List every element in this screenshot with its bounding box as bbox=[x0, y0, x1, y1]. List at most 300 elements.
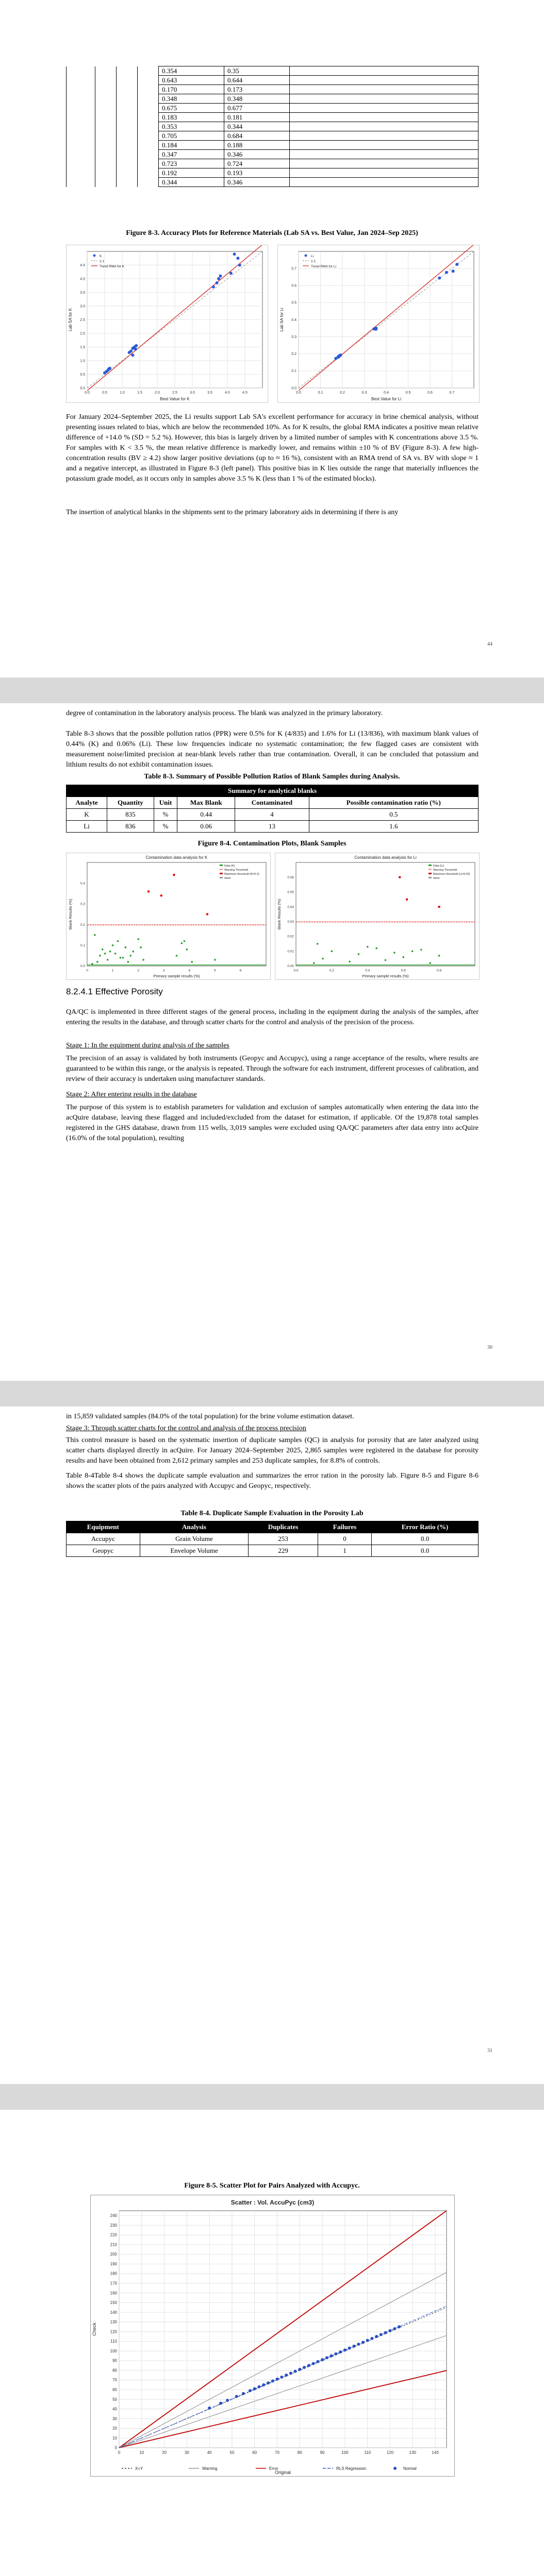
values-table bbox=[66, 66, 479, 187]
data-point bbox=[411, 950, 414, 952]
empty-cell bbox=[95, 113, 117, 122]
empty-cell bbox=[117, 66, 138, 76]
x-tick-label: 70 bbox=[275, 2450, 280, 2455]
table-cell: 229 bbox=[249, 1545, 318, 1557]
empty-cell bbox=[138, 94, 159, 104]
contaminated-point bbox=[406, 899, 408, 901]
legend-label: Warning Threshold bbox=[433, 869, 457, 872]
accuracy-chart-li bbox=[277, 245, 480, 403]
data-point bbox=[226, 2399, 229, 2402]
empty-cell bbox=[67, 168, 95, 178]
data-point bbox=[120, 957, 122, 959]
pollution-table bbox=[66, 785, 479, 833]
data-point bbox=[112, 944, 114, 946]
data-point bbox=[129, 349, 133, 352]
empty-cell bbox=[117, 168, 138, 178]
y-tick-label: 4.0 bbox=[80, 277, 85, 281]
legend-label: Warning Threshold bbox=[224, 869, 249, 872]
x-axis-label: Best Value for Li bbox=[371, 397, 402, 401]
y-tick-label: 0.5 bbox=[291, 301, 296, 305]
y-tick-label: 60 bbox=[112, 2387, 117, 2393]
y-tick-label: 0.0 bbox=[80, 386, 85, 391]
ppr-paragraph: Table 8-3 shows that the possible pollution ratios (PPR) were 0.5% for K (4/835) and 1.6% for Li (13/836), with maximum blank values of 0.44% (K) and 0.06% (Li). These low frequencies indicate no systematic contamination; the few flagged cases are consistent with measurement noise/limited precision at near-blank levels rather than true contamination. Overall, it can be concluded that potassium and lithium results do not exhibit contamination issues. bbox=[66, 730, 479, 769]
x-tick-label: 1.0 bbox=[120, 391, 125, 395]
data-point bbox=[429, 962, 431, 964]
data-point bbox=[96, 961, 98, 963]
empty-cell bbox=[117, 104, 138, 113]
x-tick-label: 0.0 bbox=[85, 391, 90, 395]
empty-cell bbox=[117, 159, 138, 168]
empty-cell bbox=[67, 178, 95, 187]
legend-label: Data (K) bbox=[224, 865, 235, 868]
value-cell: 0.354 bbox=[159, 66, 224, 76]
column-header: Max Blank bbox=[177, 797, 235, 809]
data-point bbox=[366, 2339, 369, 2342]
table-cell: 0 bbox=[318, 1533, 372, 1545]
y-tick-label: 120 bbox=[110, 2329, 117, 2334]
empty-cell bbox=[138, 159, 159, 168]
data-point bbox=[322, 958, 324, 960]
column-header: Failures bbox=[318, 1521, 372, 1533]
table-group-header: Summary for analytical blanks bbox=[67, 785, 479, 797]
page-number: 44 bbox=[487, 641, 492, 647]
table-cell: 0.06 bbox=[177, 821, 235, 833]
table-ref-paragraph: Table 8-4Table 8-4 shows the duplicate sample evaluation and summarizes the error ration in the porosity lab. Figure 8-5 and Figure 8-6 shows the scatter plots of the pairs analyzed with Accupyc and Geopyc, respectively. bbox=[66, 1472, 479, 1490]
table-row bbox=[67, 94, 479, 104]
data-point bbox=[402, 956, 404, 958]
table-cell: 253 bbox=[249, 1533, 318, 1545]
legend-label: Li bbox=[311, 255, 314, 258]
empty-cell bbox=[138, 76, 159, 85]
data-point bbox=[108, 367, 111, 370]
contaminated-point bbox=[160, 894, 162, 896]
y-tick-label: 20 bbox=[112, 2426, 117, 2431]
contamination-paragraph: degree of contamination in the laboratory analysis process. The blank was analyzed in the primary laboratory. bbox=[66, 709, 383, 717]
x-tick-label: 0.3 bbox=[361, 391, 367, 395]
empty-cell bbox=[67, 104, 95, 113]
empty-cell bbox=[117, 150, 138, 159]
data-point bbox=[258, 2385, 261, 2388]
data-point bbox=[375, 947, 377, 950]
value-cell: 0.183 bbox=[159, 113, 224, 122]
value-cell: 0.724 bbox=[224, 159, 290, 168]
empty-cell bbox=[95, 159, 117, 168]
data-point bbox=[176, 955, 178, 957]
data-point bbox=[132, 951, 134, 953]
table-cell: 4 bbox=[235, 809, 309, 821]
x-tick-label: 3.5 bbox=[207, 391, 212, 395]
data-point bbox=[289, 2371, 292, 2375]
y-tick-label: 0.0 bbox=[291, 386, 296, 391]
stage2-text: The purpose of this system is to establish parameters for validation and exclusion of samples automatically when entering the data into the acQuire database, leaving these flagged and included/excluded from the dataset for estimation, if applicable. Of the 19,878 total samples registered in the GHS database, drawn from 115 wells, 3,019 samples were excluded using QA/QC parameters after data entry into acQuire (16.0% of the total population), resulting bbox=[66, 1104, 479, 1142]
table-cell: Grain Volume bbox=[140, 1533, 249, 1545]
value-cell: 0.347 bbox=[159, 150, 224, 159]
x-axis-label: Primary sample results (%) bbox=[153, 974, 200, 978]
y-tick-label: 0.3 bbox=[80, 902, 85, 906]
y-tick-label: 90 bbox=[112, 2358, 117, 2363]
table-row bbox=[67, 821, 479, 833]
value-cell: 0.192 bbox=[159, 168, 224, 178]
data-point bbox=[385, 959, 387, 961]
empty-cell bbox=[290, 113, 479, 122]
empty-cell bbox=[95, 141, 117, 150]
data-point bbox=[294, 2370, 297, 2373]
y-tick-label: 3.0 bbox=[80, 304, 85, 309]
data-point bbox=[452, 269, 455, 273]
empty-cell bbox=[67, 76, 95, 85]
y-tick-label: 0.03 bbox=[287, 920, 294, 924]
empty-cell bbox=[138, 85, 159, 94]
y-tick-label: 180 bbox=[110, 2271, 117, 2276]
y-tick-label: 3.5 bbox=[80, 291, 85, 295]
legend-label: Normal bbox=[403, 2466, 417, 2471]
data-point bbox=[242, 2392, 245, 2395]
empty-cell bbox=[290, 141, 479, 150]
legend-label: Trend RMA for Li bbox=[311, 265, 336, 268]
figure-caption: Figure 8-3. Accuracy Plots for Reference Materials (Lab SA vs. Best Value, Jan 2024–Sep 2025) bbox=[126, 229, 418, 237]
y-tick-label: 80 bbox=[112, 2368, 117, 2373]
x-tick-label: 0 bbox=[118, 2450, 121, 2455]
data-point bbox=[445, 271, 448, 274]
y-tick-label: 130 bbox=[110, 2319, 117, 2325]
table-row bbox=[67, 131, 479, 141]
data-point bbox=[276, 2378, 279, 2381]
x-tick-label: 60 bbox=[252, 2450, 257, 2455]
data-point bbox=[312, 2362, 315, 2365]
column-header: Unit bbox=[154, 797, 177, 809]
data-point bbox=[122, 957, 124, 959]
data-point bbox=[125, 946, 127, 948]
table-cell: 1 bbox=[318, 1545, 372, 1557]
legend-label: Warning bbox=[202, 2466, 218, 2471]
y-axis-label: Lab SA for Li bbox=[279, 308, 284, 332]
y-tick-label: 110 bbox=[110, 2339, 117, 2344]
chart-title: Scatter : Vol. AccuPyc (cm3) bbox=[230, 2199, 315, 2206]
data-point bbox=[331, 950, 333, 952]
x-tick-label: 100 bbox=[341, 2450, 349, 2455]
value-cell: 0.173 bbox=[224, 85, 290, 94]
empty-cell bbox=[95, 150, 117, 159]
table-row bbox=[67, 122, 479, 131]
data-point bbox=[370, 2337, 373, 2340]
y-tick-label: 0.06 bbox=[287, 875, 294, 879]
data-point bbox=[303, 2366, 306, 2369]
contaminated-point bbox=[438, 906, 440, 908]
accuracy-chart-k bbox=[66, 245, 268, 403]
table-row bbox=[67, 141, 479, 150]
x-tick-label: 10 bbox=[139, 2450, 144, 2455]
data-point bbox=[357, 2343, 360, 2346]
y-tick-label: 0.1 bbox=[80, 943, 85, 947]
data-point bbox=[389, 2329, 392, 2332]
legend-marker bbox=[220, 877, 223, 878]
data-point bbox=[384, 2331, 387, 2334]
empty-cell bbox=[67, 150, 95, 159]
table-cell: 0.5 bbox=[309, 809, 478, 821]
chart-title: Contamination data analysis for Li bbox=[354, 855, 417, 860]
value-cell: 0.344 bbox=[224, 122, 290, 131]
table-row bbox=[67, 66, 479, 76]
y-tick-label: 2.0 bbox=[80, 332, 85, 336]
value-cell: 0.353 bbox=[159, 122, 224, 131]
y-tick-label: 100 bbox=[110, 2348, 117, 2353]
x-tick-label: 50 bbox=[229, 2450, 235, 2455]
contamination-chart-k bbox=[66, 853, 271, 980]
empty-cell bbox=[95, 94, 117, 104]
data-point bbox=[109, 951, 111, 953]
legend-label: 1:1 bbox=[100, 260, 105, 263]
data-point bbox=[393, 2327, 396, 2330]
data-point bbox=[420, 949, 422, 951]
y-tick-label: 230 bbox=[110, 2223, 117, 2228]
stage3-title: Stage 3: Through scatter charts for the control and analysis of the process precision bbox=[66, 1425, 306, 1432]
x-tick-label: 0.8 bbox=[437, 969, 442, 973]
data-point bbox=[271, 2379, 274, 2382]
x-tick-label: 0 bbox=[86, 969, 88, 973]
page-4 bbox=[0, 2110, 544, 2576]
value-cell: 0.348 bbox=[159, 94, 224, 104]
empty-cell bbox=[117, 94, 138, 104]
x-tick-label: 0.6 bbox=[427, 391, 433, 395]
chart-title: Contamination data analysis for K bbox=[145, 855, 208, 860]
table-cell: % bbox=[154, 821, 177, 833]
column-header: Analysis bbox=[140, 1521, 249, 1533]
data-point bbox=[129, 955, 131, 957]
empty-cell bbox=[290, 66, 479, 76]
y-tick-label: 0.3 bbox=[291, 335, 296, 339]
y-tick-label: 200 bbox=[110, 2252, 117, 2257]
empty-cell bbox=[138, 141, 159, 150]
empty-cell bbox=[117, 85, 138, 94]
empty-cell bbox=[138, 131, 159, 141]
y-tick-label: 2.5 bbox=[80, 318, 85, 322]
data-point bbox=[102, 948, 104, 951]
legend-label: RLS Regression bbox=[336, 2466, 367, 2471]
data-point bbox=[438, 277, 441, 280]
x-tick-label: 6 bbox=[239, 969, 242, 973]
x-tick-label: 2 bbox=[137, 969, 139, 973]
data-point bbox=[280, 2376, 283, 2379]
y-tick-label: 240 bbox=[110, 2213, 117, 2218]
page-3 bbox=[0, 1406, 544, 2084]
table-cell: Geopyc bbox=[67, 1545, 140, 1557]
data-point bbox=[253, 2387, 256, 2390]
x-tick-label: 40 bbox=[207, 2450, 212, 2455]
y-axis-label: Lab SA for K bbox=[68, 308, 73, 331]
y-tick-label: 70 bbox=[112, 2378, 117, 2383]
y-tick-label: 190 bbox=[110, 2261, 117, 2266]
empty-cell bbox=[117, 141, 138, 150]
x-tick-label: 3.0 bbox=[190, 391, 195, 395]
value-cell: 0.348 bbox=[224, 94, 290, 104]
data-point bbox=[216, 281, 219, 284]
data-point bbox=[375, 2335, 378, 2338]
value-cell: 0.677 bbox=[224, 104, 290, 113]
empty-cell bbox=[290, 104, 479, 113]
contaminated-point bbox=[206, 913, 208, 915]
table-cell: Accupyc bbox=[67, 1533, 140, 1545]
value-cell: 0.184 bbox=[159, 141, 224, 150]
empty-cell bbox=[117, 113, 138, 122]
data-point bbox=[91, 963, 93, 965]
value-cell: 0.181 bbox=[224, 113, 290, 122]
data-point bbox=[321, 2358, 324, 2361]
data-point bbox=[298, 2368, 301, 2371]
data-point bbox=[267, 2381, 270, 2384]
y-tick-label: 0.2 bbox=[80, 923, 85, 927]
empty-cell bbox=[138, 113, 159, 122]
table-row bbox=[67, 178, 479, 187]
table-cell: Li bbox=[67, 821, 107, 833]
column-header: Error Ratio (%) bbox=[372, 1521, 479, 1533]
y-tick-label: 4.5 bbox=[80, 263, 85, 267]
table-cell: K bbox=[67, 809, 107, 821]
legend-marker bbox=[428, 865, 432, 866]
column-header: Quantity bbox=[107, 797, 154, 809]
data-point bbox=[131, 353, 134, 357]
data-point bbox=[352, 2345, 355, 2348]
empty-cell bbox=[117, 178, 138, 187]
x-tick-label: 0.0 bbox=[296, 391, 301, 395]
column-header: Equipment bbox=[67, 1521, 140, 1533]
data-point bbox=[191, 961, 193, 963]
data-point bbox=[317, 943, 319, 945]
table-row bbox=[67, 76, 479, 85]
column-header: Possible contamination ratio (%) bbox=[309, 797, 478, 809]
data-point bbox=[349, 961, 351, 963]
y-tick-label: 0.01 bbox=[287, 950, 294, 954]
stage2-title: Stage 2: After entering results in the database bbox=[66, 1091, 197, 1098]
legend-label: Maximum threshold (Li=0.03) bbox=[433, 873, 470, 876]
data-point bbox=[134, 348, 137, 351]
x-tick-label: 3 bbox=[162, 969, 165, 973]
data-point bbox=[184, 940, 186, 942]
x-tick-label: 0.2 bbox=[340, 391, 345, 395]
x-tick-label: 90 bbox=[320, 2450, 325, 2455]
duplicate-table bbox=[66, 1521, 479, 1557]
y-tick-label: 0.4 bbox=[80, 882, 85, 886]
table-8-3-caption: Table 8-3. Summary of Possible Pollution Ratios of Blank Samples during Analysis. bbox=[144, 773, 400, 781]
y-axis-label: Blank Results (%) bbox=[68, 899, 73, 930]
value-cell: 0.346 bbox=[224, 178, 290, 187]
y-tick-label: 170 bbox=[110, 2281, 117, 2286]
data-point bbox=[208, 2406, 211, 2410]
empty-cell bbox=[138, 150, 159, 159]
legend-label: 1:1 bbox=[311, 260, 316, 263]
empty-cell bbox=[95, 178, 117, 187]
value-cell: 0.705 bbox=[159, 131, 224, 141]
empty-cell bbox=[67, 94, 95, 104]
table-row bbox=[67, 159, 479, 168]
data-point bbox=[393, 952, 395, 954]
data-point bbox=[214, 959, 216, 961]
y-tick-label: 160 bbox=[110, 2291, 117, 2296]
value-cell: 0.344 bbox=[159, 178, 224, 187]
data-point bbox=[361, 2341, 365, 2344]
empty-cell bbox=[117, 76, 138, 85]
column-header: Analyte bbox=[67, 797, 107, 809]
empty-cell bbox=[95, 104, 117, 113]
section-heading: 8.2.4.1 Effective Porosity bbox=[66, 987, 163, 996]
table-cell: 1.6 bbox=[309, 821, 478, 833]
data-point bbox=[217, 277, 220, 280]
page-2 bbox=[0, 703, 544, 1381]
y-tick-label: 0.1 bbox=[291, 369, 296, 374]
table-row bbox=[67, 809, 479, 821]
empty-cell bbox=[290, 168, 479, 178]
data-point bbox=[107, 959, 109, 961]
data-point bbox=[339, 2350, 342, 2353]
data-point bbox=[358, 953, 360, 955]
table-cell: Envelope Volume bbox=[140, 1545, 249, 1557]
table-cell: 0.44 bbox=[177, 809, 235, 821]
empty-cell bbox=[138, 66, 159, 76]
y-tick-label: 210 bbox=[110, 2242, 117, 2247]
x-tick-label: 2.0 bbox=[155, 391, 160, 395]
data-point bbox=[142, 959, 144, 961]
stage1-text: The precision of an assay is validated by both instruments (Geopyc and Accupyc), using a range acceptance of the results, where results are guaranteed to be within this range, or the analysis is repeated. Through the software for each instrument, different processes of calibration, and review of their accuracy is undertaken using manufacturer standards. bbox=[66, 1055, 479, 1083]
value-cell: 0.35 bbox=[224, 66, 290, 76]
legend-marker bbox=[428, 877, 432, 878]
data-point bbox=[99, 955, 101, 957]
y-tick-label: 10 bbox=[112, 2435, 117, 2441]
y-tick-label: 0.2 bbox=[291, 352, 296, 357]
legend-label: Ident bbox=[433, 877, 440, 880]
accupyc-scatter-chart bbox=[90, 2195, 455, 2477]
x-tick-label: 1 bbox=[111, 969, 114, 973]
y-axis-label: Check bbox=[92, 2323, 97, 2336]
empty-cell bbox=[67, 159, 95, 168]
data-point bbox=[117, 940, 119, 942]
x-tick-label: 0.4 bbox=[384, 391, 389, 395]
data-point bbox=[325, 2356, 328, 2359]
data-point bbox=[135, 344, 138, 347]
data-point bbox=[229, 272, 233, 275]
legend-marker bbox=[393, 2467, 397, 2470]
legend-label: Error bbox=[269, 2466, 278, 2471]
y-tick-label: 140 bbox=[110, 2310, 117, 2315]
accuracy-paragraph: For January 2024–September 2025, the Li results support Lab SA's excellent performance for accuracy in brine chemical analysis, without presenting issues related to bias, which are below the recommended 10%. As for K results, the global RMA indicates a positive mean relative difference of +14.0 % (SD = 5.2 %). However, this bias is largely driven by a limited number of samples with K concentrations above 3.5 %. For samples with K < 3.5 %, the mean relative difference is markedly lower, and remains within ±10 % of BV (Figure 8-3). A few high-concentration results (BV ≥ 4.2) show larger positive deviations (up to ≈ 16 %), consistent with an RMA trend of SA vs. BV with slope ≈ 1 and a negative intercept, as illustrated in Figure 8-3 (left panel). This positive bias in K lies outside the range that materially influences the potassium grade model, as it occurs only in samples above 3.5 % K (less than 1 % of the estimated blocks). bbox=[66, 413, 479, 483]
data-point bbox=[127, 961, 129, 963]
x-axis-label: Original bbox=[274, 2470, 291, 2475]
x-axis-label: Primary sample results (%) bbox=[362, 974, 409, 978]
x-tick-label: 2.5 bbox=[172, 391, 177, 395]
y-tick-label: 0.7 bbox=[291, 267, 296, 271]
value-cell: 0.643 bbox=[159, 76, 224, 85]
x-tick-label: 140 bbox=[432, 2450, 439, 2455]
table-cell: 836 bbox=[107, 821, 154, 833]
x-tick-label: 1.5 bbox=[137, 391, 142, 395]
data-point bbox=[313, 962, 315, 964]
empty-cell bbox=[95, 131, 117, 141]
x-tick-label: 130 bbox=[409, 2450, 416, 2455]
y-tick-label: 150 bbox=[110, 2300, 117, 2306]
table-row bbox=[67, 1545, 479, 1557]
data-point bbox=[186, 948, 188, 951]
page-1 bbox=[0, 0, 544, 677]
value-cell: 0.170 bbox=[159, 85, 224, 94]
y-tick-label: 50 bbox=[112, 2397, 117, 2402]
legend-label: X=Y bbox=[135, 2466, 143, 2471]
y-tick-label: 0 bbox=[114, 2445, 117, 2450]
y-tick-label: 0.00 bbox=[287, 964, 294, 969]
empty-cell bbox=[95, 168, 117, 178]
column-header: Contaminated bbox=[235, 797, 309, 809]
data-point bbox=[236, 257, 239, 260]
x-tick-label: 0.0 bbox=[293, 969, 299, 973]
value-cell: 0.188 bbox=[224, 141, 290, 150]
data-point bbox=[285, 2374, 288, 2377]
